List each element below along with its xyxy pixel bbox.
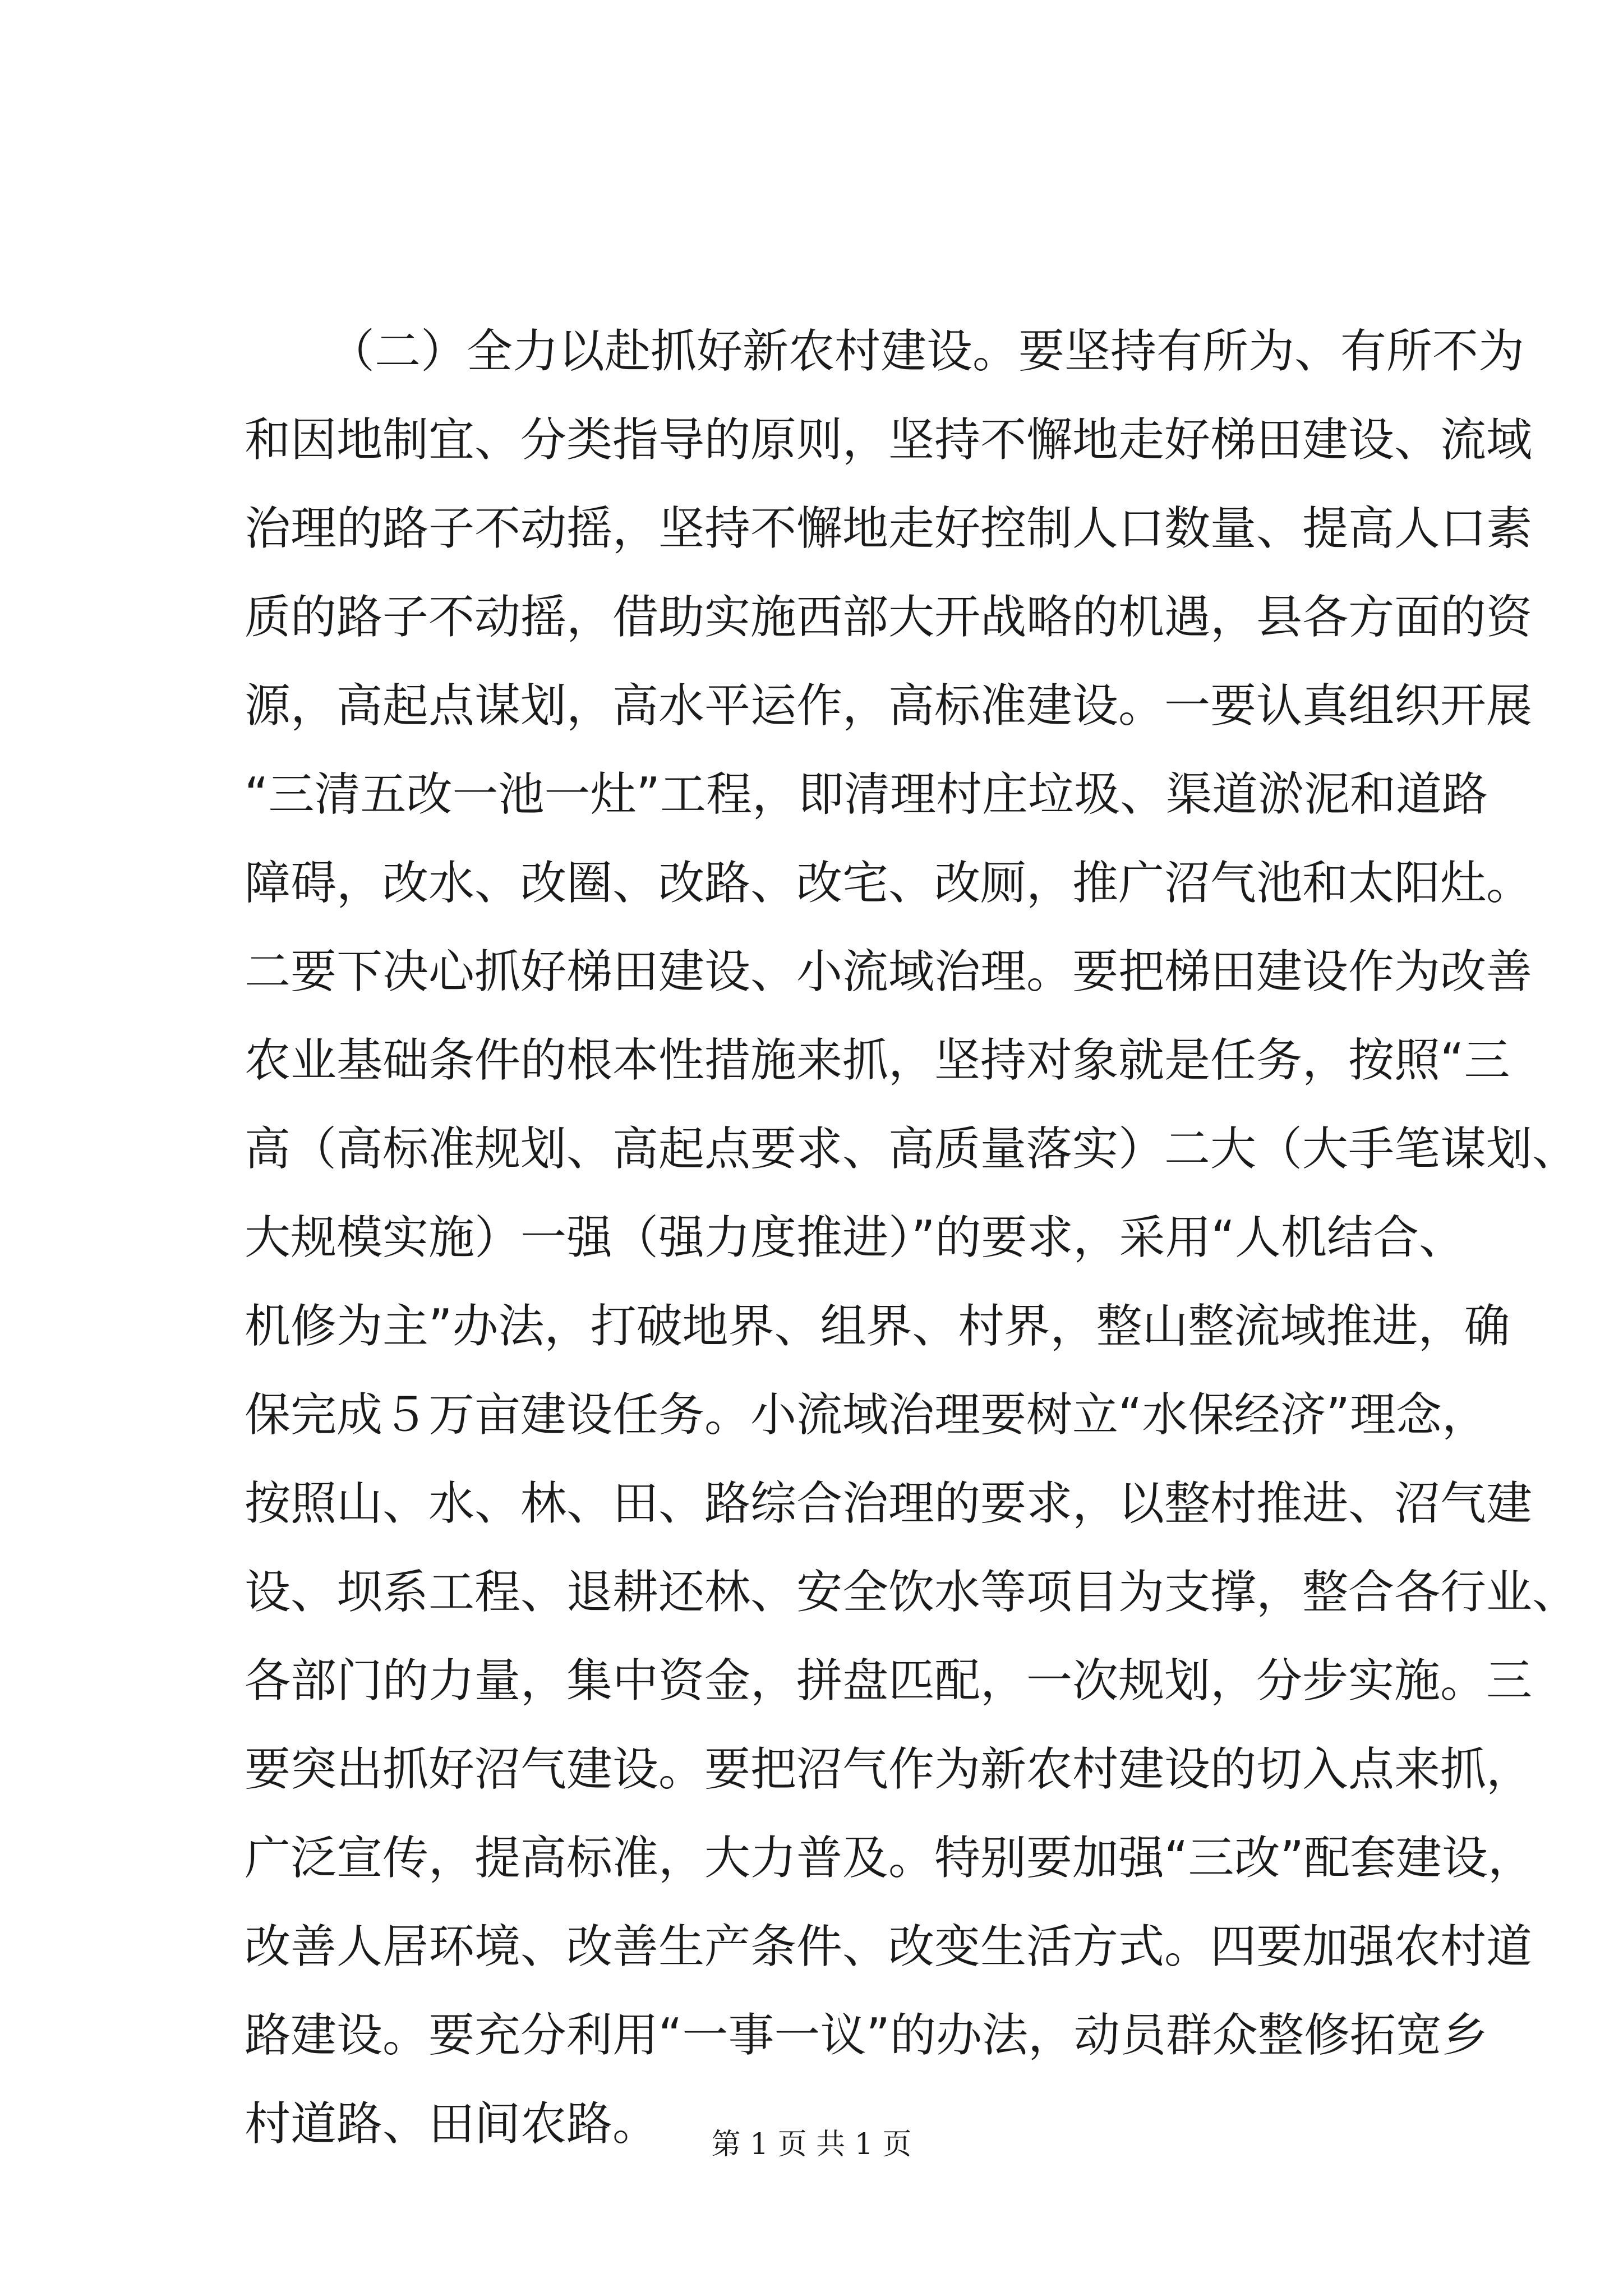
paragraph-line: 大规模实施）一强（强力度推进）”的要求，采用“人机结合、 bbox=[245, 1211, 1465, 1264]
paragraph-line: （二）全力以赴抓好新农村建设。要坚持有所为、有所不为 bbox=[329, 325, 1525, 378]
paragraph-line: 二要下决心抓好梯田建设、小流域治理。要把梯田建设作为改善 bbox=[245, 945, 1533, 999]
paragraph-line: 质的路子不动摇，借助实施西部大开战略的机遇，县各方面的资 bbox=[245, 591, 1533, 644]
paragraph-line: 机修为主”办法，打破地界、组界、村界，整山整流域推进，确 bbox=[245, 1300, 1510, 1353]
paragraph-line: 保完成５万亩建设任务。小流域治理要树立“水保经济”理念， bbox=[245, 1388, 1488, 1442]
paragraph-line: 和因地制宜、分类指导的原则，坚持不懈地走好梯田建设、流域 bbox=[245, 413, 1533, 467]
paragraph-line: 按照山、水、林、田、路综合治理的要求，以整村推进、沼气建 bbox=[245, 1477, 1533, 1530]
paragraph-line: 设、坝系工程、退耕还林、安全饮水等项目为支撑，整合各行业、 bbox=[245, 1566, 1579, 1619]
paragraph-line: 村道路、田间农路。 bbox=[245, 2097, 659, 2151]
paragraph-line: “三清五改一池一灶”工程，即清理村庄垃圾、渠道淤泥和道路 bbox=[245, 768, 1488, 821]
body-paragraph bbox=[245, 307, 1579, 2169]
paragraph-line: 治理的路子不动摇，坚持不懈地走好控制人口数量、提高人口素 bbox=[245, 502, 1533, 555]
paragraph-line: 高（高标准规划、高起点要求、高质量落实）二大（大手笔谋划、 bbox=[245, 1122, 1579, 1176]
paragraph-line: 农业基础条件的根本性措施来抓，坚持对象就是任务，按照“三 bbox=[245, 1034, 1510, 1087]
page-footer: 第 1 页 共 1 页 bbox=[711, 2128, 912, 2161]
paragraph-line: 要突出抓好沼气建设。要把沼气作为新农村建设的切入点来抓， bbox=[245, 1743, 1533, 1796]
paragraph-line: 路建设。要充分利用“一事一议”的办法，动员群众整修拓宽乡 bbox=[245, 2009, 1488, 2062]
paragraph-line: 障碍，改水、改圈、改路、改宅、改厕，推广沼气池和太阳灶。 bbox=[245, 857, 1533, 910]
paragraph-line: 各部门的力量，集中资金，拼盘匹配，一次规划，分步实施。三 bbox=[245, 1654, 1533, 1708]
paragraph-line: 改善人居环境、改善生产条件、改变生活方式。四要加强农村道 bbox=[245, 1920, 1533, 1973]
paragraph-line: 源，高起点谋划，高水平运作，高标准建设。一要认真组织开展 bbox=[245, 679, 1533, 733]
paragraph-line: 广泛宣传，提高标准，大力普及。特别要加强“三改”配套建设， bbox=[245, 1832, 1534, 1885]
